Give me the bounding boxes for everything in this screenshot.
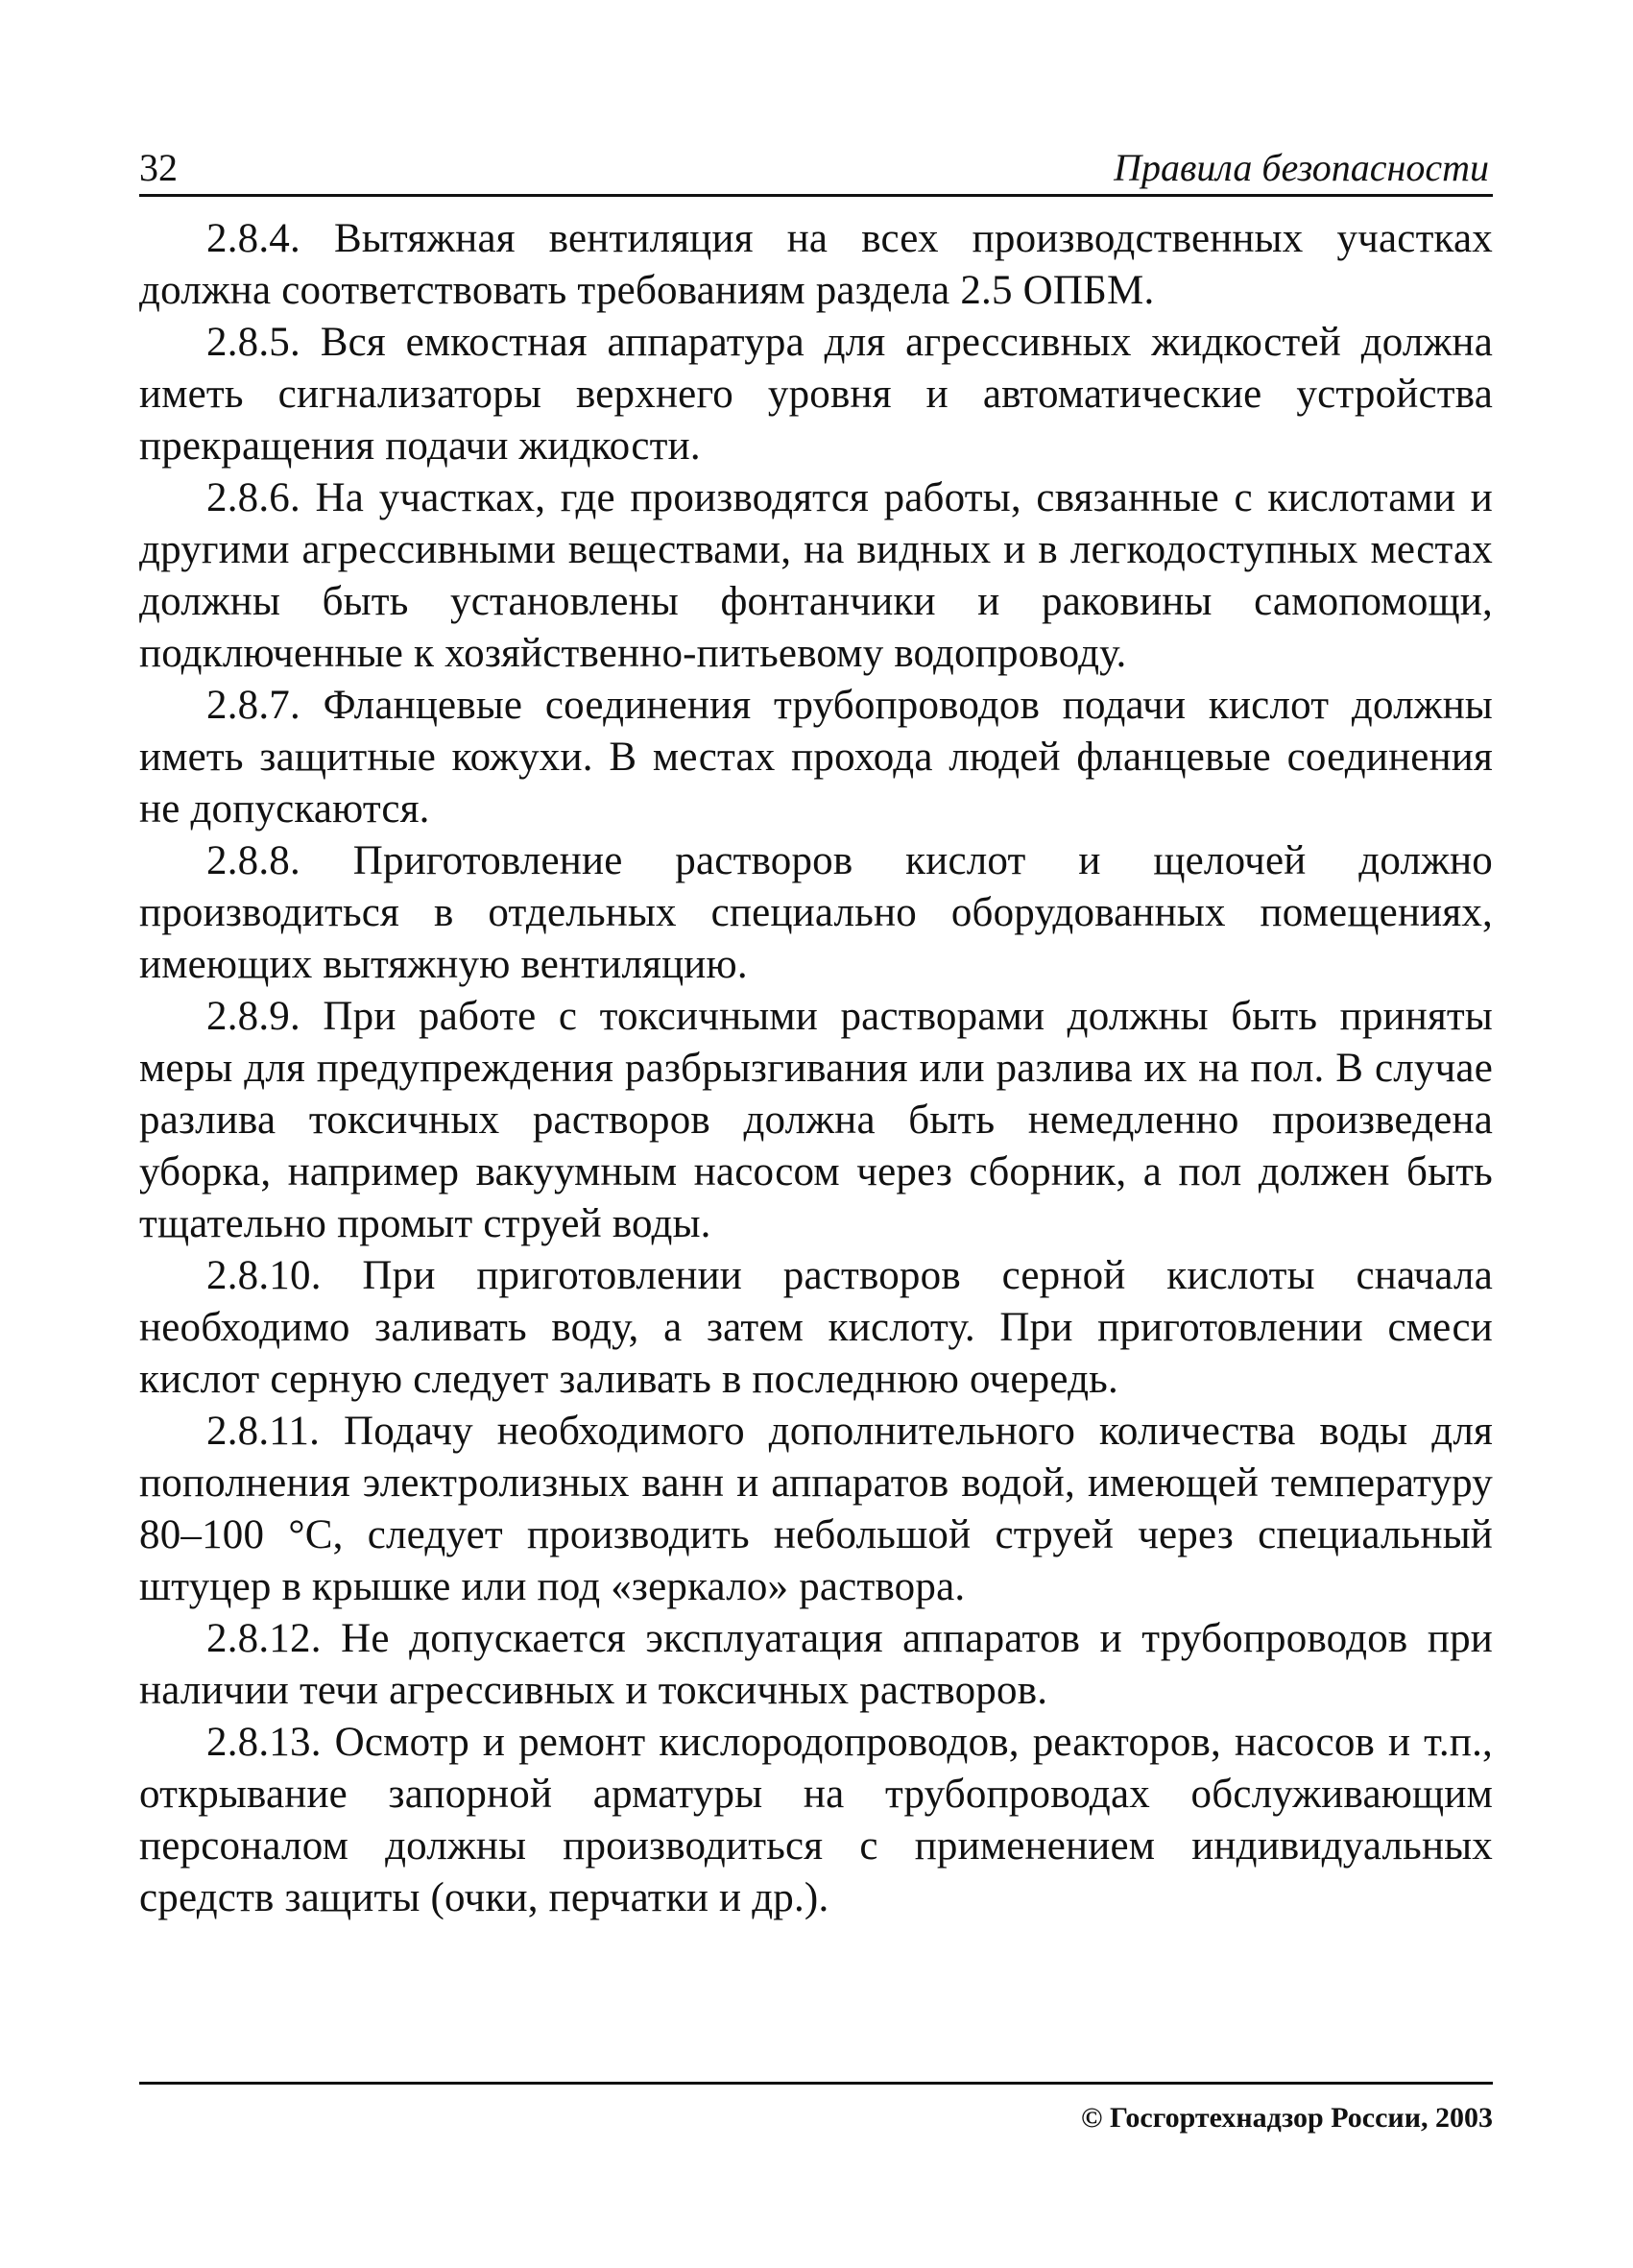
paragraph-2-8-11: 2.8.11. Подачу необходимого дополнительного количества воды для пополнения электролизных ванн и аппаратов водой, имеющей температуру 80–100 °С, следует производить небольшой струей через специальный штуцер в крышке или под «зеркало» раствора. <box>139 1409 1493 1609</box>
paragraph-2-8-12: 2.8.12. Не допускается эксплуатация аппаратов и трубопроводов при наличии течи агрессивных и токсичных растворов. <box>139 1616 1493 1713</box>
page-header <box>139 144 1493 197</box>
running-title: Правила безопасности <box>1114 146 1489 189</box>
footer-divider <box>139 2082 1493 2085</box>
paragraph-2-8-9: 2.8.9. При работе с токсичными растворами должны быть приняты меры для предупреждения разбрызгивания или разлива их на пол. В случае разлива токсичных растворов должна быть немедленно произведена уборка, например вакуумным насосом через сборник, а пол должен быть тщательно промыт струей воды. <box>139 994 1493 1246</box>
paragraph-2-8-4: 2.8.4. Вытяжная вентиляция на всех производственных участках должна соответствовать требованиям раздела 2.5 ОПБМ. <box>139 216 1493 313</box>
paragraph-2-8-6: 2.8.6. На участках, где производятся работы, связанные с кислотами и другими агрессивными веществами, на видных и в легкодоступных местах должны быть установлены фонтанчики и раковины самопомощи, подключенные к хозяйственно-питьевому водопроводу. <box>139 475 1493 676</box>
page-number: 32 <box>139 146 178 189</box>
paragraph-2-8-10: 2.8.10. При приготовлении растворов серной кислоты сначала необходимо заливать воду, а затем кислоту. При приготовлении смеси кислот серную следует заливать в последнюю очередь. <box>139 1253 1493 1402</box>
paragraph-2-8-8: 2.8.8. Приготовление растворов кислот и щелочей должно производиться в отдельных специально оборудованных помещениях, имеющих вытяжную вентиляцию. <box>139 838 1493 987</box>
body-text <box>139 213 1493 1924</box>
copyright-notice: © Госгортехнадзор России, 2003 <box>1081 2102 1493 2134</box>
paragraph-2-8-7: 2.8.7. Фланцевые соединения трубопроводов подачи кислот должны иметь защитные кожухи. В местах прохода людей фланцевые соединения не допускаются. <box>139 683 1493 832</box>
paragraph-2-8-5: 2.8.5. Вся емкостная аппаратура для агрессивных жидкостей должна иметь сигнализаторы верхнего уровня и автоматические устройства прекращения подачи жидкости. <box>139 320 1493 469</box>
paragraph-2-8-13: 2.8.13. Осмотр и ремонт кислородопроводов, реакторов, насосов и т.п., открывание запорной арматуры на трубопроводах обслуживающим персоналом должны производиться с применением индивидуальных средств защиты (очки, перчатки и др.). <box>139 1720 1493 1920</box>
